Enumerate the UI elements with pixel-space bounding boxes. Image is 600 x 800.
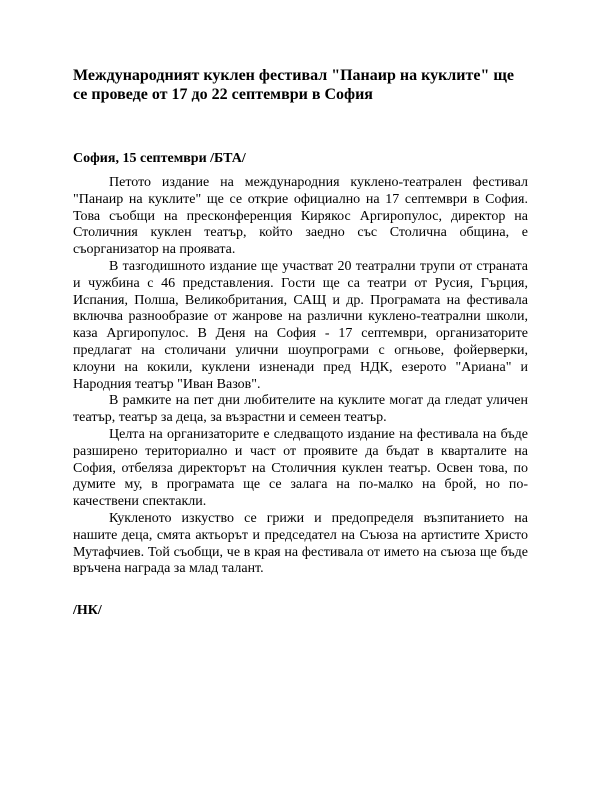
article-dateline: София, 15 септември /БТА/ [73, 151, 246, 166]
article-paragraph: В тазгодишното издание ще участват 20 театрални трупи от страната и чужбина с 46 представления. Гости ще са театри от Русия, Гърция, Испания, Полша, Великобритания, САЩ и др. Програмата на фестивала включва разнообразие от жанрове на различни куклено-театрални школи, каза Аргиропулос. В Деня на София - 17 септември, организаторите предлагат на столичани улични шоупрограми с огньове, фойерверки, клоуни на кокили, куклени изненади пред НДК, езерото "Ариана" и Народния театър "Иван Вазов". [73, 258, 528, 392]
article-paragraph: Кукленото изкуство се грижи и предопределя възпитанието на нашите деца, смята актьорът и председател на Съюза на артистите Христо Мутафчиев. Той съобщи, че в края на фестивала от името на съюза ще бъде връчена награда за млад талант. [73, 510, 528, 577]
article-signature: /НК/ [73, 603, 102, 619]
article-paragraph: В рамките на пет дни любителите на куклите могат да гледат уличен театър, театър за деца, за възрастни и семеен театър. [73, 393, 528, 426]
article-paragraph: Целта на организаторите е следващото издание на фестивала на бъде разширено териториално и част от проявите да бъдат в кварталите на София, отбеляза директорът на Столичния куклен театър. Освен това, по думите му, в програмата ще се залага на по-малко на брой, но по-качествени спектакли. [73, 426, 528, 510]
article-body [73, 175, 528, 578]
article-paragraph: Петото издание на международния куклено-театрален фестивал "Панаир на куклите" ще се открие официално на 17 септември в София. Това съобщи на пресконференция Кирякос Аргиропулос, директор на Столичния куклен театър, който заедно със Столична община, е съорганизатор на проявата. [73, 175, 528, 258]
article-title: Международният куклен фестивал "Панаир на куклите" ще се проведе от 17 до 22 септември в София [73, 67, 514, 103]
document-page [73, 66, 528, 619]
